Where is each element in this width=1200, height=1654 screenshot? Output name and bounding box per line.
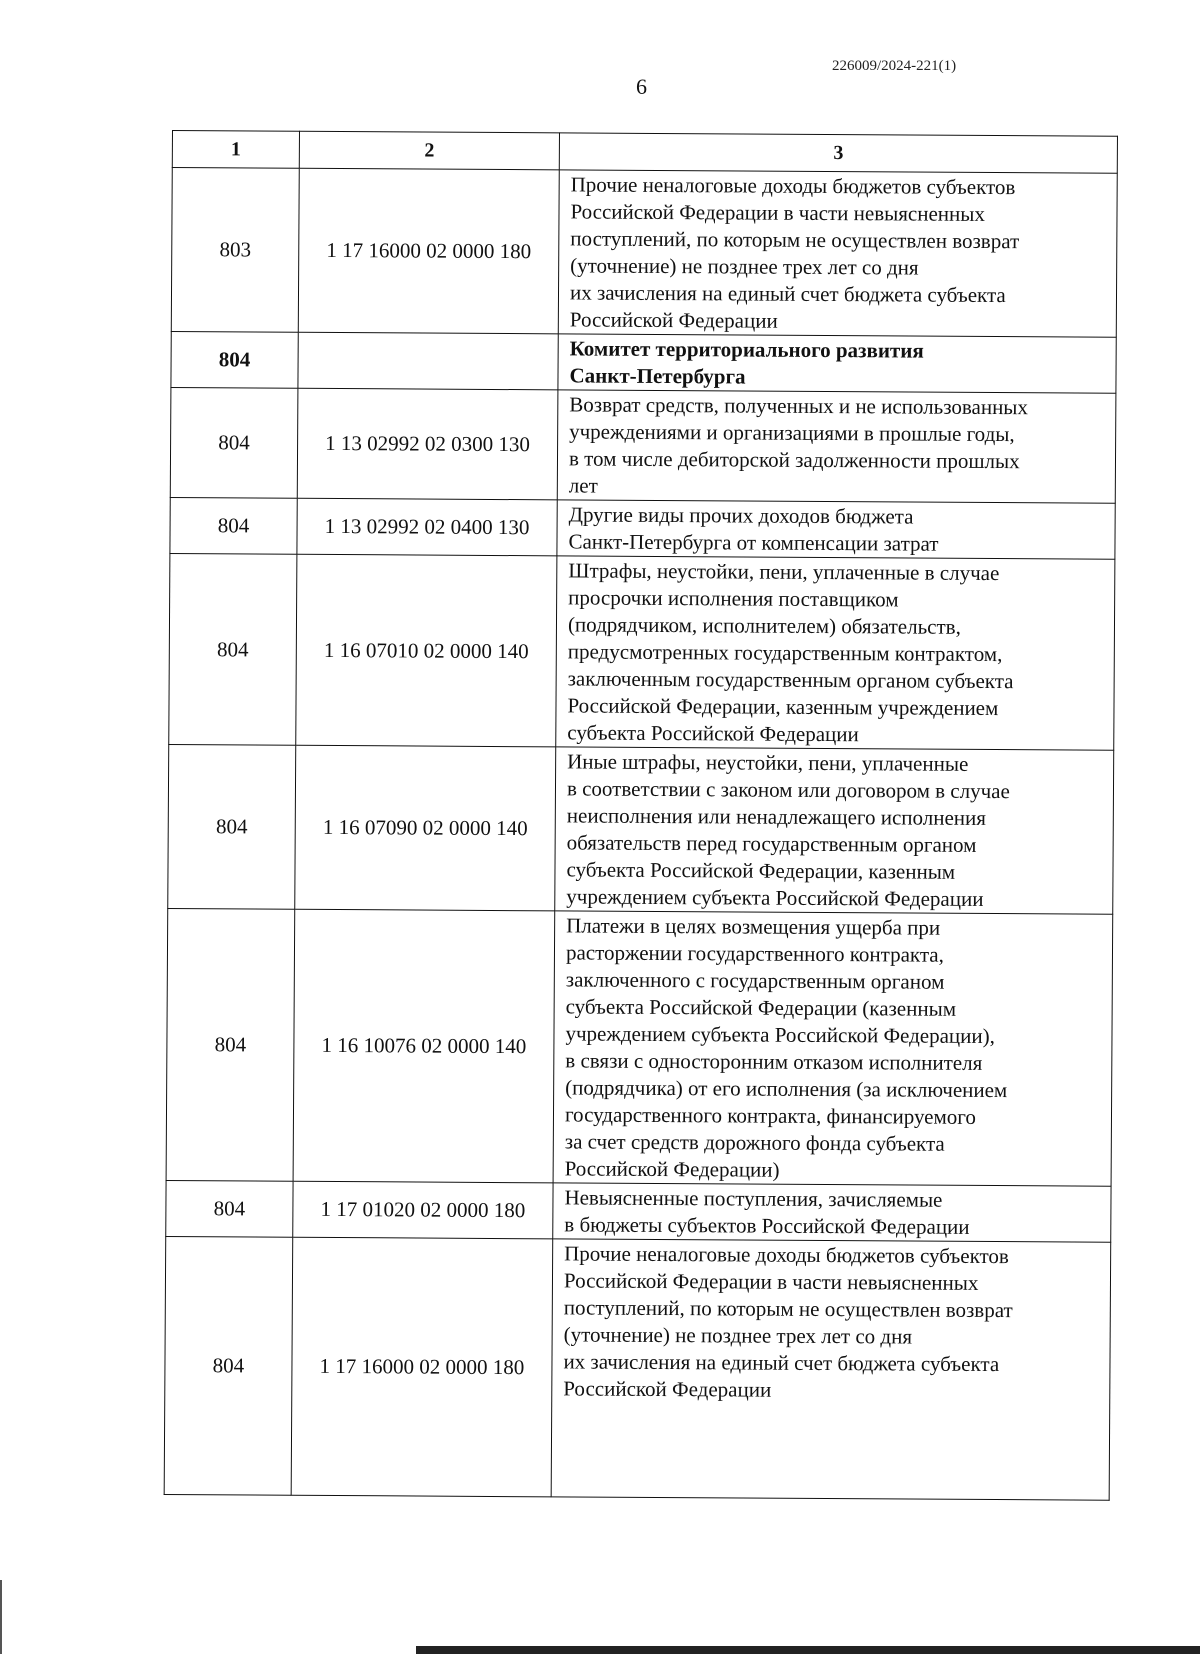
- description-line: их зачисления на единый счет бюджета субъекта: [563, 1349, 1000, 1377]
- table-row: [171, 168, 1117, 338]
- description-line: Российской Федерации): [564, 1156, 780, 1182]
- description-line: Невыясненные поступления, зачисляемые: [564, 1185, 943, 1212]
- revenue-description-cell: [553, 1183, 1111, 1242]
- description-line: Санкт-Петербурга: [569, 363, 746, 389]
- revenue-description-cell: [555, 747, 1114, 914]
- description-line: в том числе дебиторской задолженности прошлых: [568, 446, 1020, 474]
- description-line: расторжении государственного контракта,: [565, 940, 944, 967]
- administrator-code-cell: 804: [166, 908, 295, 1181]
- revenue-codes-table-container: [164, 130, 1118, 1501]
- table-row: [169, 553, 1115, 750]
- description-line: лет: [568, 473, 598, 498]
- budget-classification-code-cell: 1 13 02992 02 0300 130: [297, 388, 558, 500]
- description-line: предусмотренных государственным контрактом,: [567, 639, 1003, 667]
- description-line: в соответствии с законом или договором в случае: [566, 776, 1010, 804]
- revenue-description-cell: [558, 334, 1116, 393]
- description-line: учреждением субъекта Российской Федерации: [566, 884, 984, 911]
- table-row: [171, 331, 1116, 393]
- budget-classification-code-cell: [298, 332, 558, 390]
- description-line: Штрафы, неустойки, пени, уплаченные в случае: [568, 558, 1000, 586]
- budget-classification-code-cell: 1 13 02992 02 0400 130: [297, 498, 557, 556]
- revenue-codes-table: [164, 130, 1118, 1501]
- budget-classification-code-cell: 1 17 01020 02 0000 180: [293, 1181, 553, 1239]
- description-line: (уточнение) не позднее трех лет со дня: [570, 253, 919, 280]
- description-line: Возврат средств, полученных и не использованных: [569, 392, 1029, 420]
- description-line: заключенного с государственным органом: [565, 967, 945, 994]
- description-line: Санкт-Петербурга от компенсации затрат: [568, 529, 939, 556]
- revenue-description-cell: [553, 911, 1113, 1186]
- description-line: Прочие неналоговые доходы бюджетов субъектов: [570, 172, 1016, 200]
- revenue-description-cell: [551, 1239, 1111, 1500]
- table-row: [164, 1236, 1111, 1500]
- description-line: государственного контракта, финансируемого: [564, 1102, 976, 1129]
- column-header-2: 2: [299, 131, 559, 170]
- description-line: заключенным государственным органом субъекта: [567, 666, 1014, 694]
- administrator-code-cell: 804: [168, 744, 296, 909]
- column-header-1: 1: [172, 131, 299, 169]
- administrator-code-cell: 804: [170, 497, 297, 554]
- description-line: субъекта Российской Федерации, казенным: [566, 857, 956, 884]
- revenue-description-cell: [558, 170, 1117, 337]
- description-line: Российской Федерации в части невыясненных: [563, 1268, 979, 1295]
- description-line: поступлений, по которым не осуществлен возврат: [563, 1295, 1013, 1323]
- description-line: за счет средств дорожного фонда субъекта: [564, 1129, 945, 1156]
- description-line: просрочки исполнения поставщиком: [568, 585, 899, 612]
- description-line: субъекта Российской Федерации: [567, 720, 859, 747]
- scan-edge-line: [0, 1580, 2, 1654]
- table-body: [164, 168, 1117, 1501]
- description-line: (подрядчиком, исполнителем) обязательств,: [567, 612, 961, 639]
- administrator-code-cell: 804: [164, 1236, 293, 1495]
- page-number: 6: [636, 74, 647, 99]
- description-line: Российской Федерации, казенным учреждением: [567, 693, 999, 721]
- description-line: в бюджеты субъектов Российской Федерации: [564, 1212, 970, 1239]
- description-line: Комитет территориального развития: [569, 336, 924, 363]
- description-line: Другие виды прочих доходов бюджета: [568, 502, 914, 529]
- scan-bottom-edge: [416, 1646, 1200, 1654]
- administrator-code-cell: 804: [171, 331, 298, 388]
- description-line: Российской Федерации в части невыясненных: [570, 199, 985, 226]
- description-line: поступлений, по которым не осуществлен возврат: [570, 226, 1020, 254]
- description-line: учреждением субъекта Российской Федерации),: [565, 1021, 995, 1049]
- table-row: [170, 497, 1115, 559]
- column-header-3: 3: [559, 133, 1117, 173]
- description-line: Платежи в целях возмещения ущерба при: [566, 913, 941, 940]
- budget-classification-code-cell: 1 16 07090 02 0000 140: [295, 745, 556, 911]
- administrator-code-cell: 804: [170, 387, 298, 498]
- table-row: [170, 387, 1116, 503]
- revenue-description-cell: [557, 500, 1115, 559]
- description-line: их зачисления на единый счет бюджета субъекта: [569, 280, 1006, 308]
- revenue-description-cell: [556, 556, 1115, 750]
- description-line: в связи с односторонним отказом исполнителя: [565, 1048, 983, 1075]
- description-line: обязательств перед государственным органом: [566, 830, 977, 857]
- description-line: субъекта Российской Федерации (казенным: [565, 994, 957, 1021]
- document-registration-number: 226009/2024-221(1): [832, 58, 957, 74]
- budget-classification-code-cell: 1 17 16000 02 0000 180: [291, 1237, 553, 1497]
- table-row: [168, 744, 1114, 914]
- description-line: Прочие неналоговые доходы бюджетов субъектов: [564, 1241, 1009, 1269]
- description-line: (уточнение) не позднее трех лет со дня: [563, 1322, 913, 1349]
- revenue-description-cell: [557, 390, 1116, 503]
- table-row: [166, 908, 1113, 1186]
- budget-classification-code-cell: 1 16 10076 02 0000 140: [293, 909, 555, 1183]
- description-line: Российской Федерации: [563, 1376, 772, 1402]
- table-row: [166, 1180, 1111, 1242]
- description-line: (подрядчика) от его исполнения (за исключением: [565, 1075, 1008, 1103]
- description-line: Российской Федерации: [569, 307, 778, 333]
- description-line: неисполнения или ненадлежащего исполнения: [566, 803, 987, 830]
- administrator-code-cell: 803: [171, 168, 299, 333]
- budget-classification-code-cell: 1 17 16000 02 0000 180: [298, 168, 559, 334]
- description-line: учреждениями и организациями в прошлые годы,: [569, 419, 1015, 447]
- description-line: Иные штрафы, неустойки, пени, уплаченные: [567, 749, 969, 776]
- administrator-code-cell: 804: [169, 553, 297, 745]
- budget-classification-code-cell: 1 16 07010 02 0000 140: [296, 554, 557, 747]
- administrator-code-cell: 804: [166, 1180, 293, 1237]
- table-header-row: [172, 131, 1117, 174]
